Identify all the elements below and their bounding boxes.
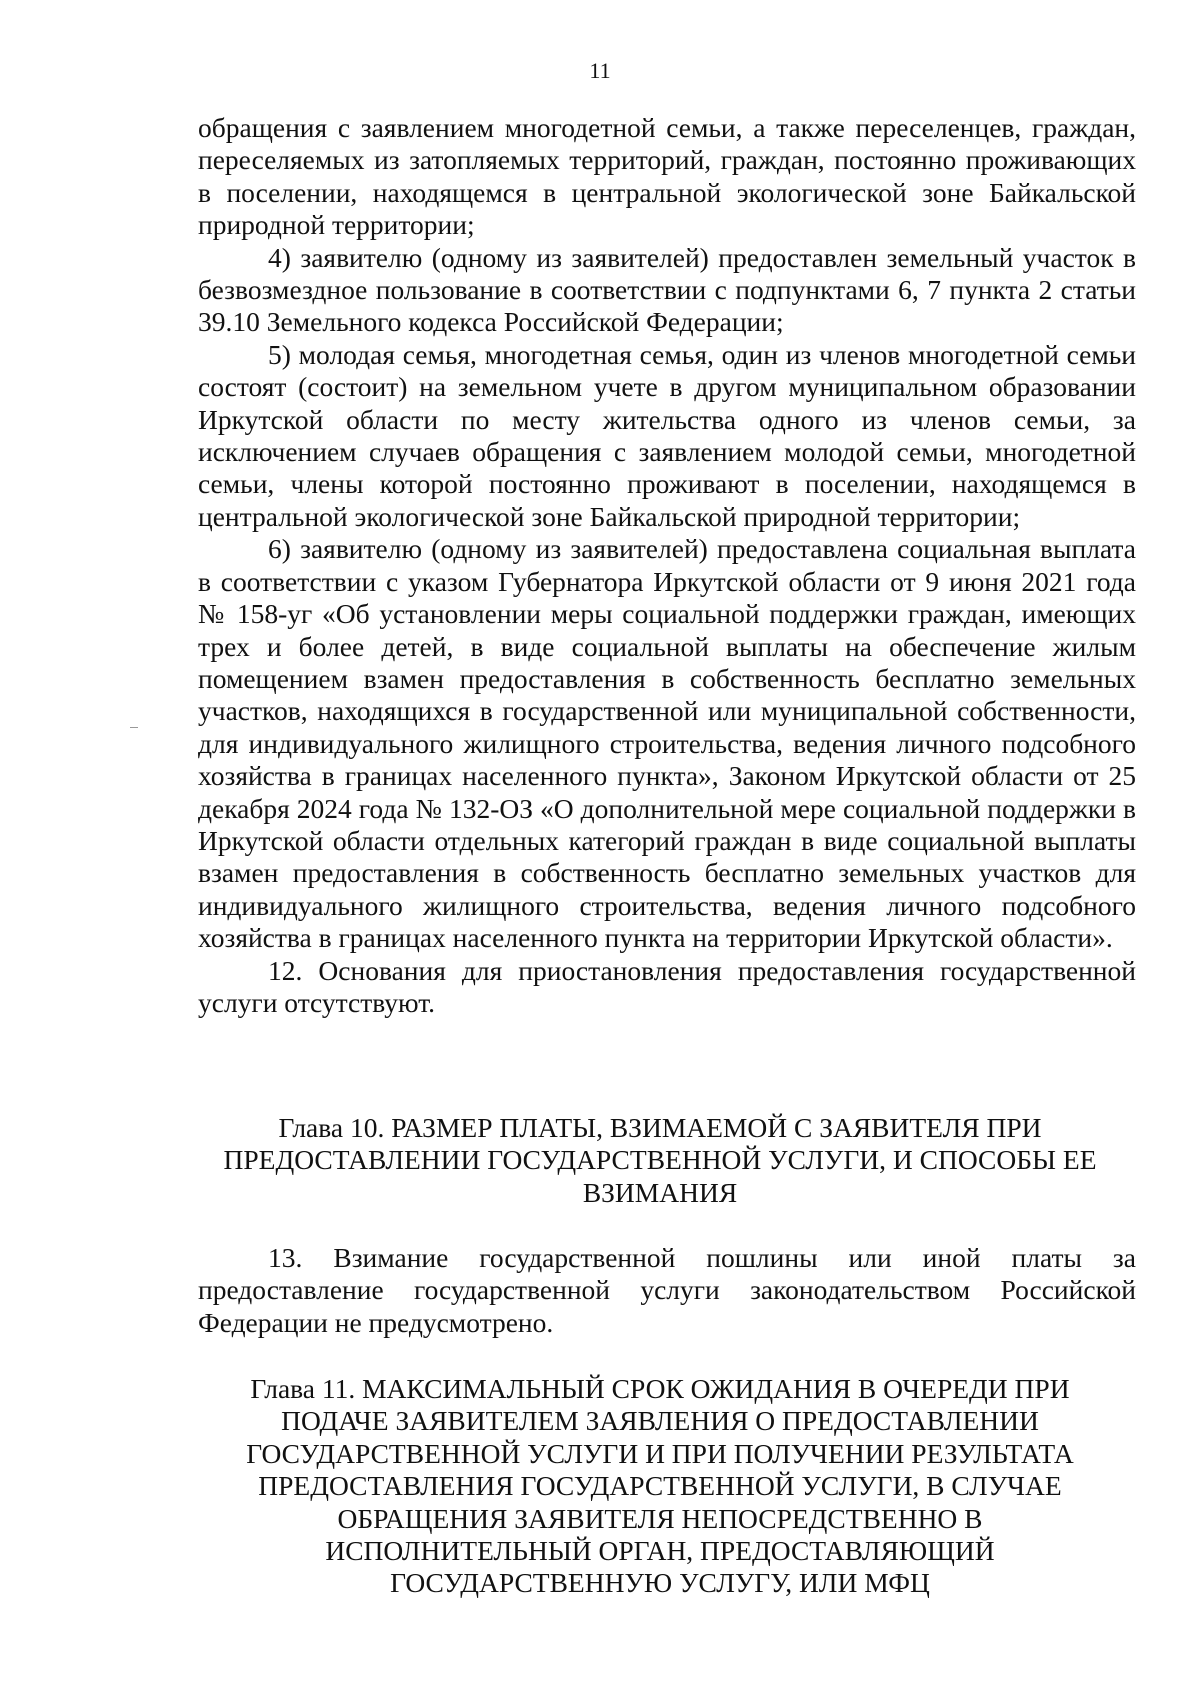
chapter-11-heading — [180, 1373, 1140, 1600]
chapter-11-line: Глава 11. МАКСИМАЛЬНЫЙ СРОК ОЖИДАНИЯ В ОЧЕРЕДИ ПРИ — [250, 1373, 1070, 1404]
chapter-11-line: ПОДАЧЕ ЗАЯВИТЕЛЕМ ЗАЯВЛЕНИЯ О ПРЕДОСТАВЛЕНИИ — [281, 1405, 1039, 1437]
paragraph-continuation: обращения с заявлением многодетной семьи, а также переселенцев, граждан, переселяемых из затопляемых территорий, граждан, постоянно проживающих в поселении, находящемся в центральной экологической зоне Байкальской природной территории; — [198, 112, 1136, 241]
chapter-11-line: ГОСУДАРСТВЕННУЮ УСЛУГУ, ИЛИ МФЦ — [390, 1567, 930, 1599]
chapter-11-line: ИСПОЛНИТЕЛЬНЫЙ ОРГАН, ПРЕДОСТАВЛЯЮЩИЙ — [325, 1535, 995, 1567]
chapter-11-line: ОБРАЩЕНИЯ ЗАЯВИТЕЛЯ НЕПОСРЕДСТВЕННО В — [337, 1502, 983, 1534]
paragraph-section-13: 13. Взимание государственной пошлины или иной платы за предоставление государственной услуги законодательством Российской Федерации не предусмотрено. — [198, 1242, 1136, 1338]
chapter-10-line: Глава 10. РАЗМЕР ПЛАТЫ, ВЗИМАЕМОЙ С ЗАЯВИТЕЛЯ ПРИ — [278, 1112, 1042, 1143]
chapter-10-line: ПРЕДОСТАВЛЕНИИ ГОСУДАРСТВЕННОЙ УСЛУГИ, И СПОСОБЫ ЕЕ — [223, 1144, 1097, 1176]
chapter-11-line: ПРЕДОСТАВЛЕНИЯ ГОСУДАРСТВЕННОЙ УСЛУГИ, В СЛУЧАЕ — [258, 1470, 1062, 1502]
chapter-10-line: ВЗИМАНИЯ — [582, 1176, 738, 1208]
paragraph-item-6: 6) заявителю (одному из заявителей) предоставлена социальная выплата в соответствии с указом Губернатора Иркутской области от 9 июня 2021 года № 158-уг «Об установлении меры социальной поддержки граждан, имеющих трех и более детей, в виде социальной выплаты на обеспечение жилым помещением взамен предоставления в собственность бесплатно земельных участков, находящихся в государственной или муниципальной собственности, для индивидуального жилищного строительства, ведения личного подсобного хозяйства в границах населенного пункта», Законом Иркутской области от 25 декабря 2024 года № 132-ОЗ «О дополнительной мере социальной поддержки в Иркутской области отдельных категорий граждан в виде социальной выплаты взамен предоставления в собственность бесплатно земельных участков для индивидуального жилищного строительства, ведения личного подсобного хозяйства в границах населенного пункта на территории Иркутской области». — [198, 533, 1136, 954]
paragraph-item-5: 5) молодая семья, многодетная семья, один из членов многодетной семьи состоят (состоит) на земельном учете в другом муниципальном образовании Иркутской области по месту жительства одного из членов семьи, за исключением случаев обращения с заявлением молодой семьи, многодетной семьи, члены которой постоянно проживают в поселении, находящемся в центральной экологической зоне Байкальской природной территории; — [198, 338, 1136, 532]
body-text — [198, 112, 1136, 1019]
page-number: 11 — [589, 58, 611, 83]
chapter-10-heading — [180, 1112, 1140, 1209]
paragraph-section-12: 12. Основания для приостановления предоставления государственной услуги отсутствуют. — [198, 954, 1136, 1018]
paragraph-item-4: 4) заявителю (одному из заявителей) предоставлен земельный участок в безвозмездное пользование в соответствии с подпунктами 6, 7 пункта 2 статьи 39.10 Земельного кодекса Российской Федерации; — [198, 241, 1136, 338]
margin-mark — [130, 727, 138, 728]
chapter-11-line: ГОСУДАРСТВЕННОЙ УСЛУГИ И ПРИ ПОЛУЧЕНИИ РЕЗУЛЬТАТА — [246, 1437, 1074, 1469]
